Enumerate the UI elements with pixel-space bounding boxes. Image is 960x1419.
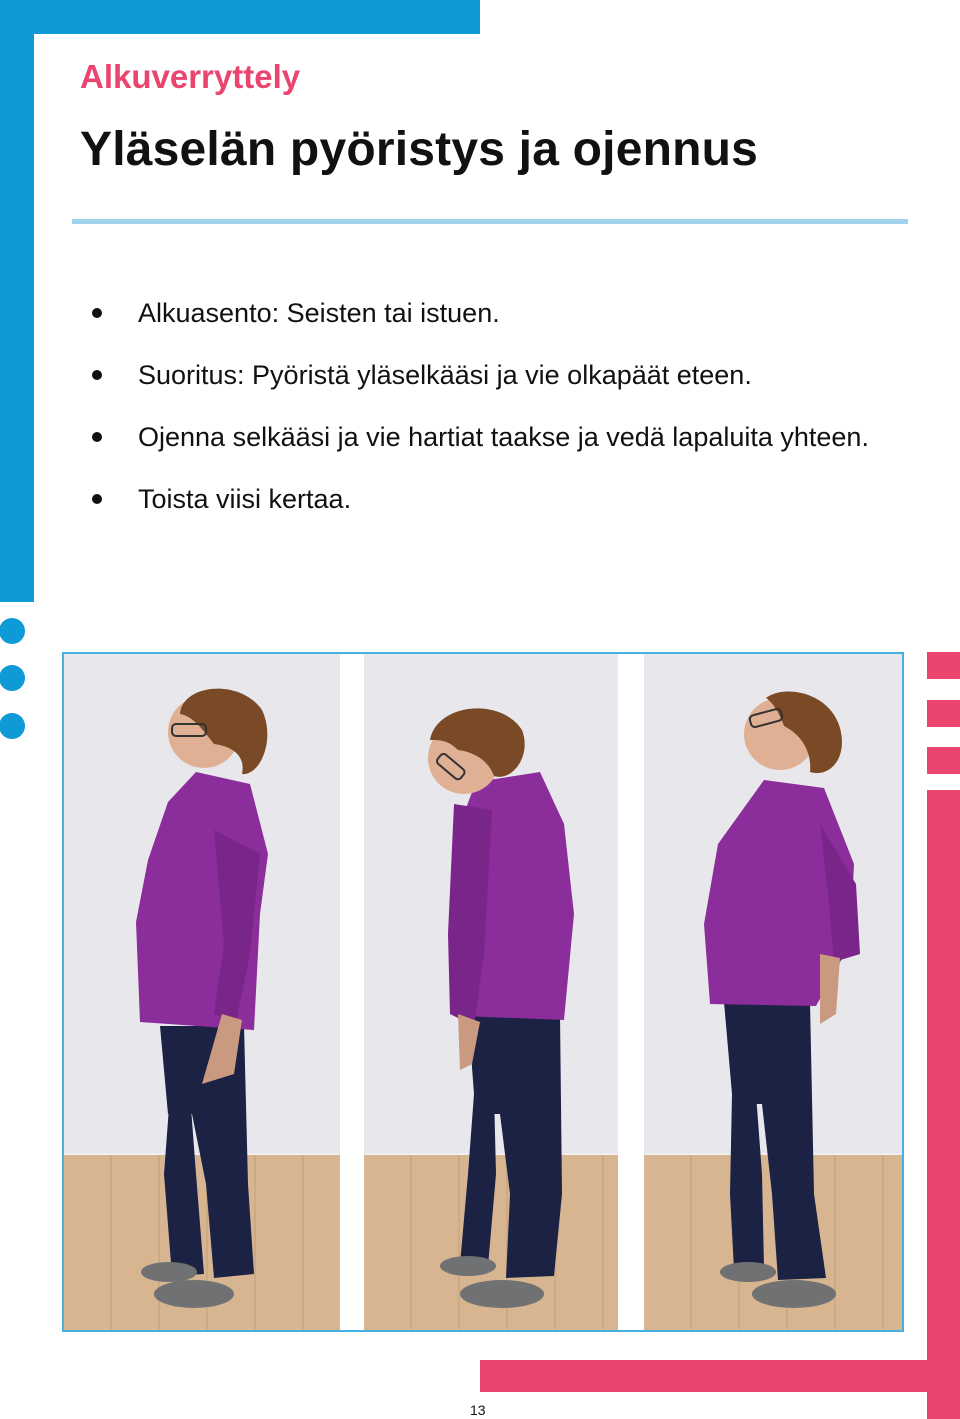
page-title: Yläselän pyöristys ja ojennus — [80, 123, 759, 176]
title-divider — [72, 219, 908, 224]
instruction-item: Ojenna selkääsi ja vie hartiat taakse ja vedä lapaluita yhteen. — [88, 416, 918, 458]
frame-bottom-inner — [480, 1392, 927, 1419]
blue-dot-decoration — [0, 618, 25, 644]
photo-gap — [618, 654, 644, 1330]
person-rounding-upper-back-icon — [364, 654, 618, 1330]
blue-dot-decoration — [0, 665, 25, 691]
instruction-item: Toista viisi kertaa. — [88, 478, 918, 520]
photo-rounded-back — [364, 654, 618, 1330]
photo-extended-back — [644, 654, 902, 1330]
pink-frame-right — [927, 790, 960, 1419]
photo-gap — [340, 654, 364, 1330]
instruction-item: Alkuasento: Seisten tai istuen. — [88, 292, 918, 334]
page-number: 13 — [470, 1402, 486, 1418]
pink-bar-decoration — [927, 652, 960, 679]
pink-bar-decoration — [927, 700, 960, 727]
blue-frame-top — [0, 0, 480, 34]
exercise-photo-strip — [62, 652, 904, 1332]
blue-dot-decoration — [0, 713, 25, 739]
person-standing-upright-icon — [64, 654, 340, 1330]
pink-bar-decoration — [927, 747, 960, 774]
instruction-list — [88, 292, 918, 540]
blue-frame-left — [0, 0, 34, 602]
instruction-item: Suoritus: Pyöristä yläselkääsi ja vie olkapäät eteen. — [88, 354, 918, 396]
section-kicker: Alkuverryttely — [80, 58, 301, 95]
person-extending-upper-back-icon — [644, 654, 902, 1330]
photo-start-position — [64, 654, 340, 1330]
